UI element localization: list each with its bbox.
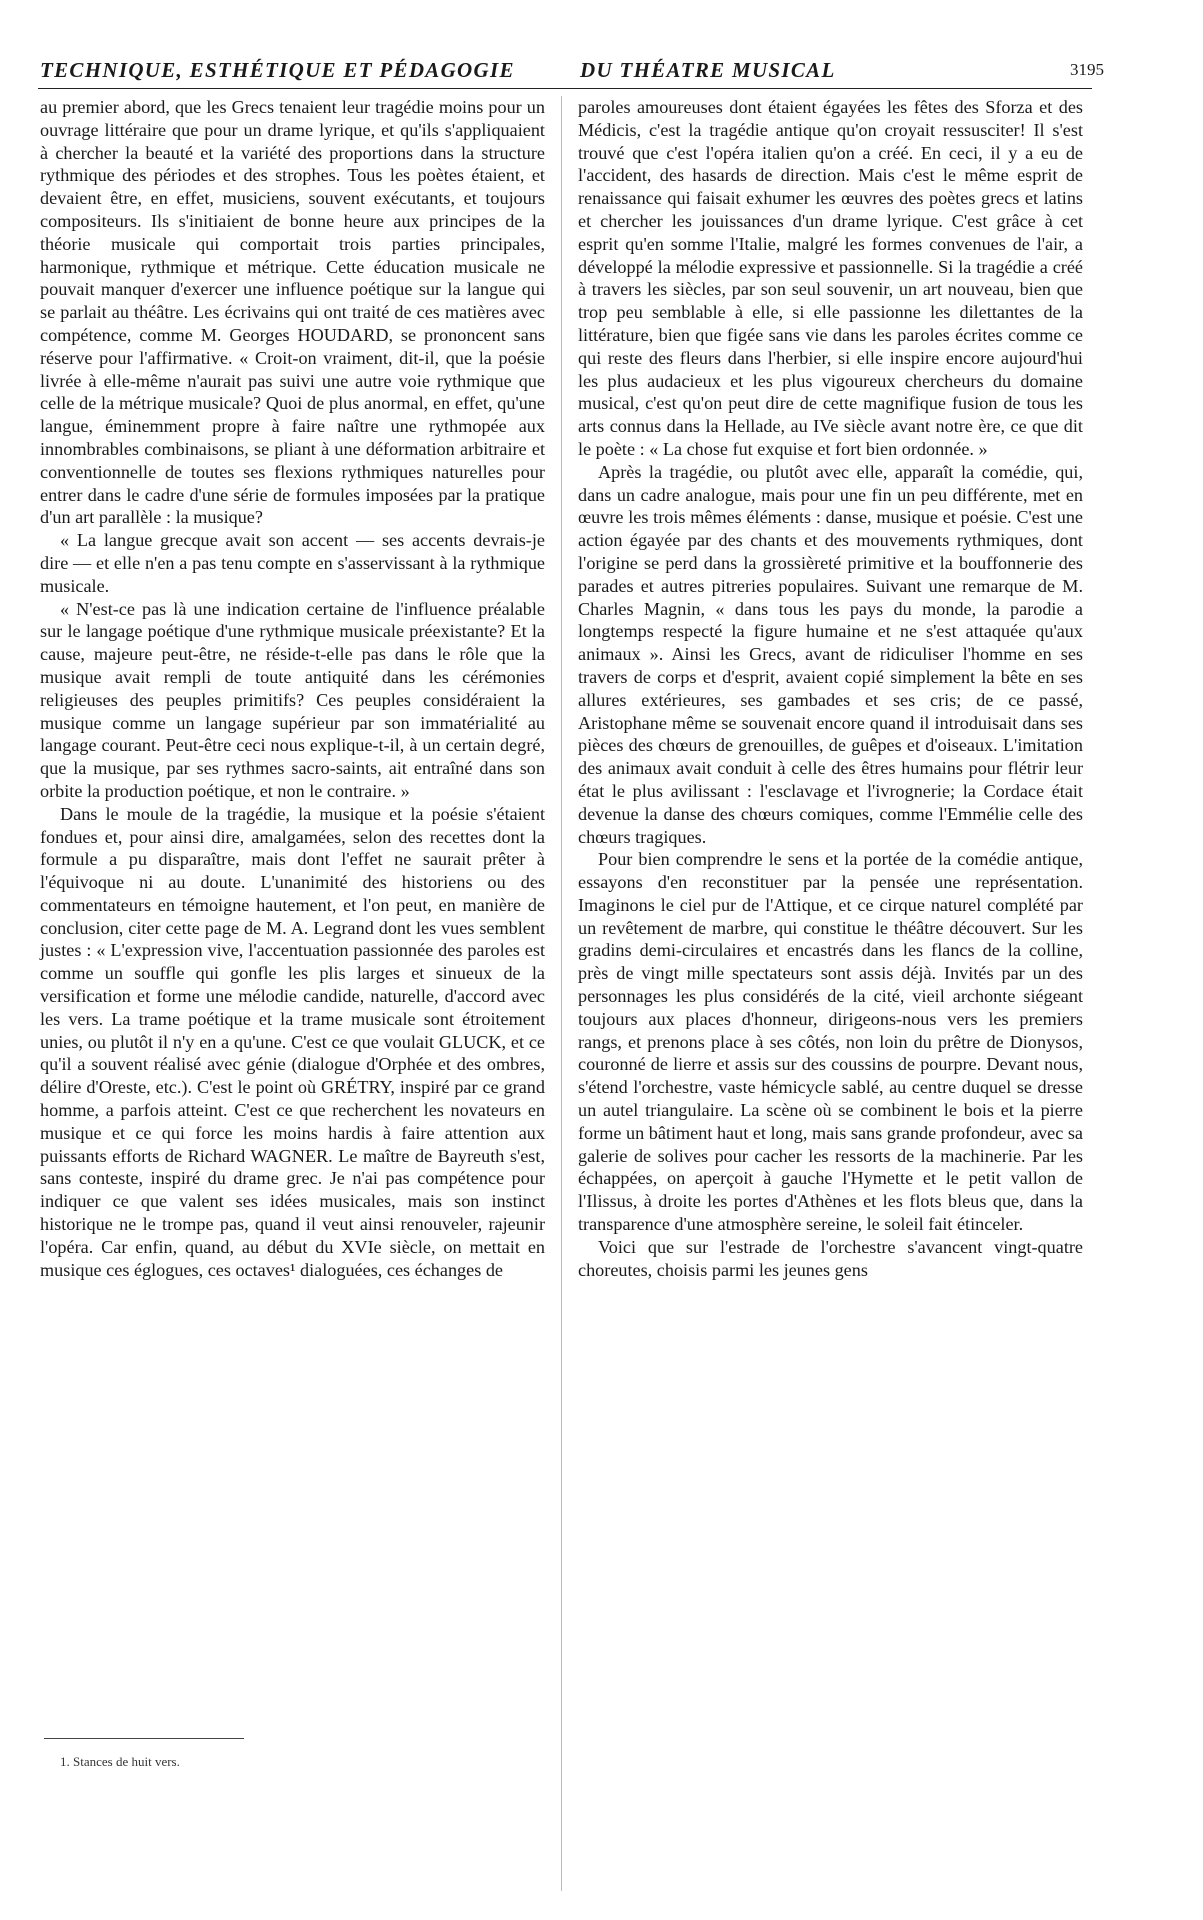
right-paragraph-4: Voici que sur l'estrade de l'orchestre s'avancent vingt-quatre choreutes, choisis parmi les jeunes gens bbox=[578, 1236, 1083, 1280]
right-paragraph-1: paroles amoureuses dont étaient égayées les fêtes des Sforza et des Médicis, c'est la tragédie antique qu'on croyait ressusciter! Il s'est trouvé que c'est l'opéra italien qu'on a créé. En ceci, il y a eu de l'accident, des hasards de direction. Mais c'est le même esprit de renaissance qui faisait exhumer les œuvres des poètes grecs et latins et chercher les jouissances d'un drame lyrique. C'est grâce à cet esprit qu'en somme l'Italie, malgré les formes convenues de l'air, a développé la mélodie expressive et passionnelle. Si la tragédie a créé à travers les siècles, par son seul souvenir, un art nouveau, bien que trop peu semblable à elle, si elle passionne les dilettantes de la littérature, bien que figée sans vie dans les paroles écrites comme ce qui reste des fleurs dans l'herbier, si elle inspire encore aujourd'hui les plus audacieux et les plus vigoureux chercheurs du domaine musical, c'est qu'on peut dire de cette magnifique fusion de tous les arts connus dans la Hellade, au IVe siècle avant notre ère, ce que dit le poète : « La chose fut exquise et fort bien ordonnée. » bbox=[578, 97, 1083, 459]
left-paragraph-1: au premier abord, que les Grecs tenaient leur tragédie moins pour un ouvrage littéraire que pour un drame lyrique, et qu'ils s'appliquaient à chercher la beauté et la variété des proportions dans la structure rythmique des périodes et des strophes. Tous les poètes étaient, et devaient être, en effet, musiciens, souvent exécutants, et toujours compositeurs. Ils s'initiaient de bonne heure aux principes de la théorie musicale qui comportait trois parties principales, harmonique, rythmique et métrique. Cette éducation musicale ne pouvait manquer d'exercer une influence poétique sur la langue qui se parlait au théâtre. Les écrivains qui ont traité de ces matières avec compétence, comme M. Georges HOUDARD, se prononcent sans réserve pour l'affirmative. « Croit-on vraiment, dit-il, que la poésie livrée à elle-même n'aurait pas suivi une autre voie rythmique que celle de la métrique musicale? Quoi de plus anormal, en effet, qu'une langue, éminemment propre à faire naître une rythmopée aux innombrables combinaisons, se pliant à une déformation arbitraire et conventionnelle de toutes ses flexions rythmiques naturelles pour entrer dans le cadre d'une série de formules imposées par la pratique d'un art parallèle : la musique? bbox=[40, 97, 545, 528]
footnote-rule bbox=[44, 1738, 244, 1739]
left-paragraph-3: « N'est-ce pas là une indication certaine de l'influence préalable sur le langage poétique d'une rythmique musicale préexistante? Et la cause, majeure peut-être, ne réside-t-elle pas dans le rôle que la musique avait rempli de toute antiquité dans les cérémonies religieuses des peuples primitifs? Ces peuples considéraient la musique comme un langage supérieur par son immatérialité au langage courant. Peut-être ceci nous explique-t-il, à un certain degré, que la musique, par ses rythmes sacro-saints, ait entraîné dans son orbite la production poétique, et non le contraire. » bbox=[40, 598, 545, 801]
column-divider bbox=[561, 96, 562, 1891]
right-paragraph-3: Pour bien comprendre le sens et la portée de la comédie antique, essayons d'en reconstituer par la pensée une représentation. Imaginons le ciel pur de l'Attique, et ce cirque naturel complété par un revêtement de marbre, qui constitue le théâtre découvert. Sur les gradins demi-circulaires et encastrés dans les flancs de la colline, près de vingt mille spectateurs sont assis déjà. Invités par un des personnages les plus considérés de la cité, vieil archonte siégeant toujours aux places d'honneur, dirigeons-nous vers les premiers rangs, et prenons place à ses côtés, non loin du prêtre de Dionysos, couronné de lierre et assis sur des coussins de pourpre. Devant nous, s'étend l'orchestre, vaste hémicycle sablé, au centre duquel se dresse un autel triangulaire. La scène où se combinent le bois et la pierre forme un bâtiment haut et long, mais sans grande profondeur, avec sa galerie de solives pour cacher les ressorts de la machinerie. Par les échappées, on aperçoit à gauche l'Hymette et le petit vallon de l'Ilissus, à droite les portes d'Athènes et les flots bleus que, dans la transparence d'une atmosphère sereine, le soleil fait étinceler. bbox=[578, 849, 1083, 1235]
header-right-title: DU THÉATRE MUSICAL bbox=[580, 58, 836, 82]
left-paragraph-2: « La langue grecque avait son accent — ses accents devrais-je dire — et elle n'en a pas tenu compte en s'asservissant à la rythmique musicale. bbox=[40, 530, 545, 596]
right-paragraph-2: Après la tragédie, ou plutôt avec elle, apparaît la comédie, qui, dans un cadre analogue, mais pour une fin un peu différente, met en œuvre les trois mêmes éléments : danse, musique et poésie. C'est une action égayée par des chants et des mouvements rythmiques, dont l'origine se perd dans la grossièreté primitive et la bouffonnerie des parades et autres pitreries populaires. Suivant une remarque de M. Charles Magnin, « dans tous les pays du monde, la parodie a longtemps respecté la figure humaine et ne s'est attaquée qu'aux animaux ». Ainsi les Grecs, avant de ridiculiser l'homme en ses travers de corps et d'esprit, avaient copié simplement la bête en ses allures extérieures, ses gambades et ses cris; de ce passé, Aristophane même se souvenait encore quand il introduisait dans ses pièces des chœurs de grenouilles, de guêpes et d'oiseaux. L'imitation des animaux avait conduit à celle des êtres humains pour flétrir leur état le plus avilissant : l'esclavage et l'ivrognerie; la Cordace était devenue la danse des chœurs comiques, comme l'Emmélie celle des chœurs tragiques. bbox=[578, 461, 1083, 847]
header-left-title: TECHNIQUE, ESTHÉTIQUE ET PÉDAGOGIE bbox=[40, 58, 515, 82]
header-rule bbox=[38, 88, 1092, 89]
page-number: 3195 bbox=[1070, 60, 1104, 79]
footnote: 1. Stances de huit vers. bbox=[60, 1754, 180, 1769]
right-column bbox=[578, 96, 1083, 1281]
running-header bbox=[40, 58, 1104, 88]
left-paragraph-4: Dans le moule de la tragédie, la musique et la poésie s'étaient fondues et, pour ainsi dire, amalgamées, selon des recettes dont la formule a pu disparaître, mais dont l'effet ne saurait prêter à l'équivoque ni au doute. L'unanimité des historiens ou des commentateurs en témoigne hautement, et l'on peut, en manière de conclusion, citer cette page de M. A. Legrand dont les vues semblent justes : « L'expression vive, l'accentuation passionnée des paroles est comme un souffle qui gonfle les plis larges et sinueux de la versification et forme une mélodie candide, naturelle, d'accord avec les vers. La trame poétique et la trame musicale sont étroitement unies, ou plutôt il n'y en a qu'une. C'est ce que voulait GLUCK, et ce qu'il a souvent réalisé avec génie (dialogue d'Orphée et des ombres, délire d'Oreste, etc.). C'est le point où GRÉTRY, inspiré par ce grand homme, a parfois atteint. C'est ce que recherchent les novateurs en musique et ce qui force les moins hardis à faire attention aux puissants efforts de Richard WAGNER. Le maître de Bayreuth s'est, sans conteste, inspiré du drame grec. Je n'ai pas compétence pour indiquer ce que valent ses idées musicales, mais son instinct historique ne le trompe pas, quand il veut ainsi renouveler, rajeunir l'opéra. Car enfin, quand, au début du XVIe siècle, on mettait en musique ces églogues, ces octaves¹ dialoguées, ces échanges de bbox=[40, 803, 545, 1280]
left-column bbox=[40, 96, 545, 1281]
